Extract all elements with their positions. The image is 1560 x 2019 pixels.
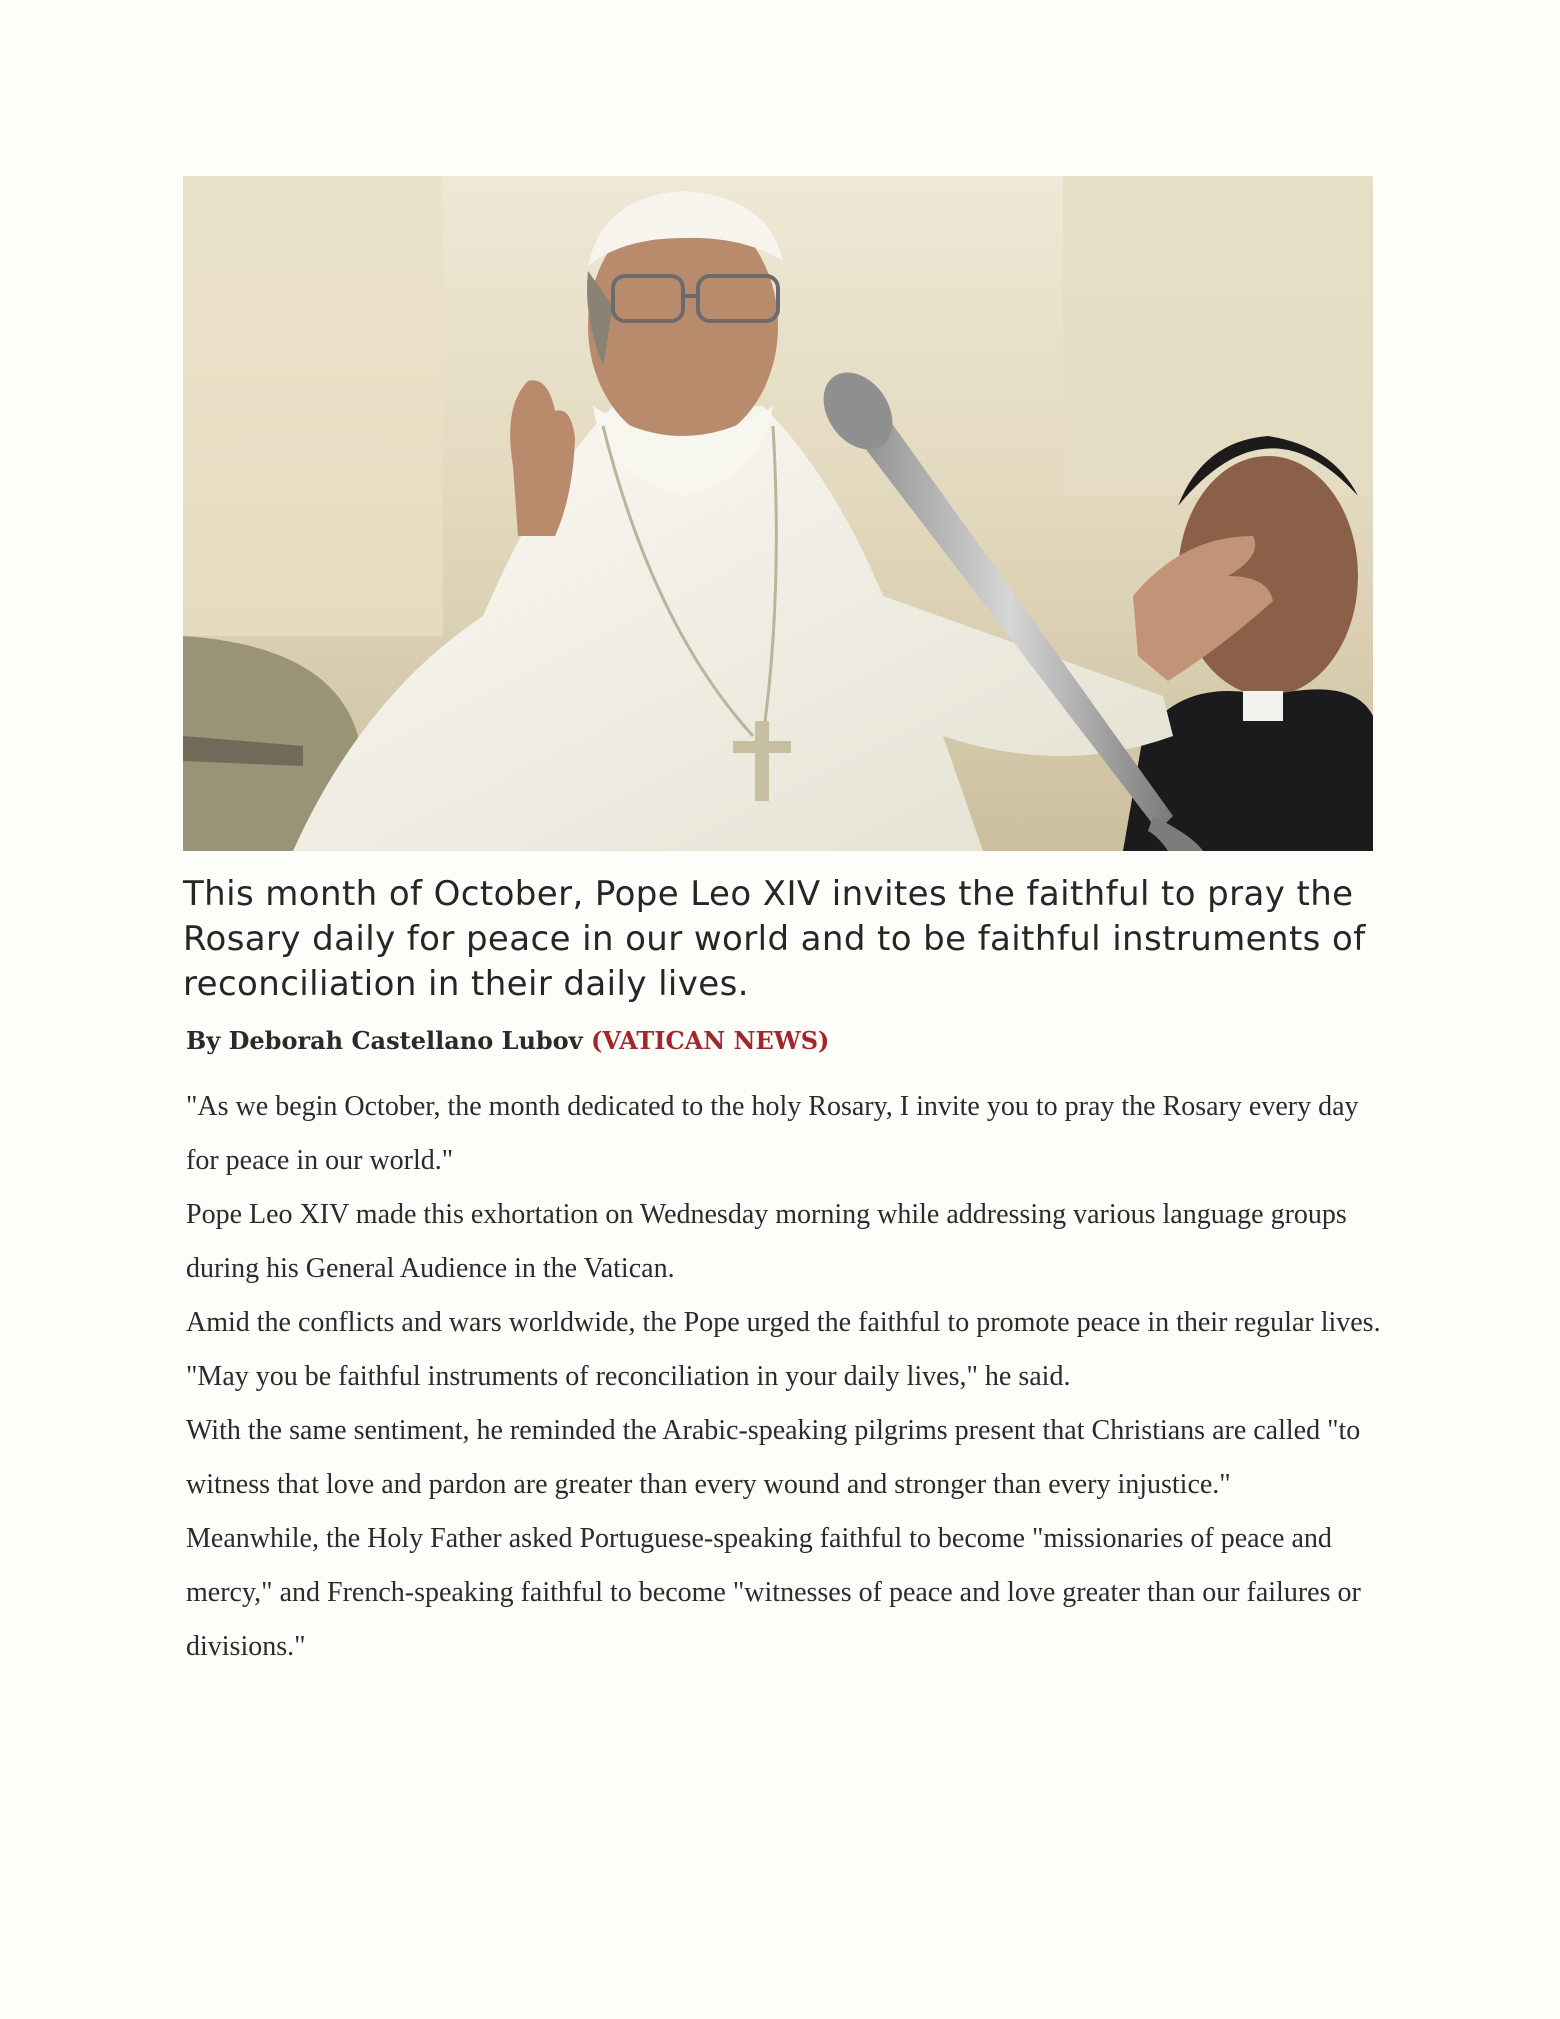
article-photo (183, 176, 1373, 851)
article-body (186, 1080, 1386, 1674)
byline-source: (VATICAN NEWS) (591, 1026, 830, 1055)
article-byline (186, 1026, 829, 1055)
body-paragraph-6: Meanwhile, the Holy Father asked Portuguese-speaking faithful to become "missionaries of peace and mercy," and French-speaking faithful to become "witnesses of peace and love greater than our failures or divisions." (186, 1523, 1361, 1662)
article-headline: This month of October, Pope Leo XIV invites the faithful to pray the Rosary daily for peace in our world and to be faithful instruments of reconciliation in their daily lives. (183, 874, 1366, 1004)
body-paragraph-2: Pope Leo XIV made this exhortation on Wednesday morning while addressing various language groups during his General Audience in the Vatican. (186, 1199, 1347, 1284)
body-paragraph-4: "May you be faithful instruments of reconciliation in your daily lives," he said. (186, 1361, 1071, 1392)
body-paragraph-1: "As we begin October, the month dedicated to the holy Rosary, I invite you to pray the Rosary every day for peace in our world." (186, 1091, 1359, 1176)
pope-photo-illustration (183, 176, 1373, 851)
byline-author: By Deborah Castellano Lubov (186, 1026, 583, 1055)
body-paragraph-3: Amid the conflicts and wars worldwide, the Pope urged the faithful to promote peace in their regular lives. (186, 1307, 1381, 1338)
body-paragraph-5: With the same sentiment, he reminded the Arabic-speaking pilgrims present that Christians are called "to witness that love and pardon are greater than every wound and stronger than every injustice." (186, 1415, 1361, 1500)
